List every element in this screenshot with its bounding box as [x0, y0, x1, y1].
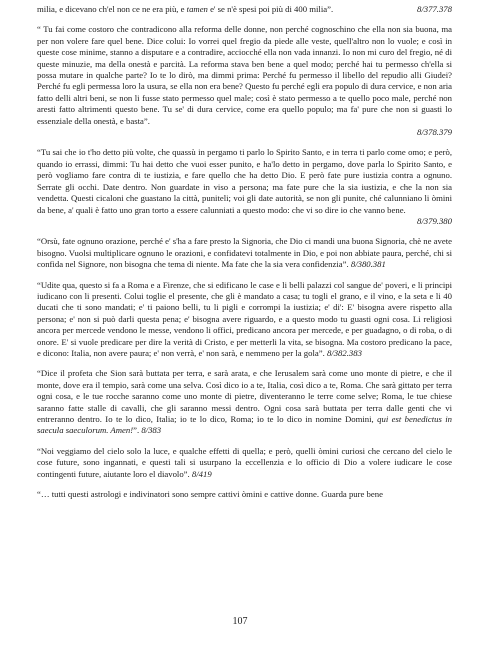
- paragraph-1-ref: 8/377.378: [417, 4, 452, 14]
- paragraph-3-ref: 8/379.380: [417, 215, 452, 226]
- paragraph-6: [37, 368, 452, 436]
- paragraph-2-ref: 8/378.379: [417, 127, 452, 138]
- paragraph-1-text-c: e' se n'è spesi poi più di 400 milia”.: [207, 4, 334, 14]
- paragraph-5-text: “Udite qua, questo si fa a Roma e a Firenze, che si edificano le case e li belli palazzi col sangue de' poveri, e li principi iudicano con li presenti. Colui toglie el presente, che gli è mandato a casa; tu togli el grano, e il vino, e la seta e li 40 ducati che ti sono mandati; e' ti paiono belli, tu li pigli e corrompi la iustizia; e' di': E' bisogna avere rispetto alla persona; e' non si può darli questa pena; e' bisogna avere riguardo, e a questo modo tu guasti ogni cosa. Li religiosi ancora per mercede vendono le messe, vendono li offici, predicano ancora per mercede, e per guadagno, o di roba, o di onore. E' si vuole predicare per dire la verità di Cristo, e per metterli la vita, se bisogna. Ma costoro predicano la pace, e dicono: Italia, non avere paura; e' non verrà, e' non sarà, e nemmeno per la gola”.: [37, 279, 452, 358]
- paragraph-6-text: “Dice il profeta che Sion sarà buttata per terra, e sarà arata, e che Ierusalem sarà come uno monte di pietre, e che il monte, dove era il tempio, sarà come una selva. Così dico io a te, Italia, così dico a te, Roma. Che sarà gittato per terra ogni cosa, e le tue rocche saranno come uno monte di pietre, diventeranno le terre come selve; Roma, le tue chiese saranno fatte stalle di cavalli, che gli saranno messi dentro. Ogni cosa sarà buttata per terra dalle genti che vi entreranno dentro. Io te lo dico, Italia; io te lo dico, Roma; io te lo dico in nomine Domini,: [37, 368, 452, 424]
- paragraph-4-text: “Orsù, fate ognuno orazione, perché e' s'ha a fare presto la Signoria, che Dio ci mandi una buona Signoria, chè ne avete bisogno. Vuolsi multiplicare ognuno le orazioni, e confidatevi totalmente in Dio, e poi non abbiate paura, perché, chi si confida nel Signore, non bisogna che tema di niente. Ma fate che la sia vera confidenzia”.: [37, 236, 452, 270]
- paragraph-2-text: “ Tu fai come costoro che contradicono alla reforma delle donne, non perché cognoschino che ella non sia buona, ma per non volere fare quel bene. Dice colui: Io vorrei quel fregio da piede alle veste, quell'altro non lo vuole; e così in queste cose minime, stanno a disputare e a contradire, acciocché ella non vada innanzi. Io non mi curo del fregio, né di queste minuzie, ma della onestà e parcità. La reforma stava ben bene a quel modo; perché hai tu permesso ch'ella si possa mutare in qualche parte? Io te lo dirò, ma dimmi prima: Perché fu permesso il libello del repudio alli Giudei? Perché fu egli permessa loro la usura, se ella non era bene? Questo fu perché egli era populo di dura cervice, e non aria fatto delli altri beni, se non li fusse stato permesso quel male; così è stato permesso a te quello poco male, perché non aresti fatto altrimenti questo bene. Tu se' di dura cervice, come era quello populo; ma fa' pure che non si guasti lo essenziale della onestà, e basta”.: [37, 24, 452, 126]
- paragraph-7: [37, 446, 452, 480]
- paragraph-1-text-a: milia, e dicevano ch'el non ce ne era più, e: [37, 4, 187, 14]
- paragraph-3-text: “Tu sai che io t'ho detto più volte, che quassù in pergamo ti parlo lo Spirito Santo, e in terra ti parlo come omo; e però, quando io errassi, dimmi: Tu hai detto che vuoi esser punito, e ha'lo detto in pergamo, dove parla lo Spirito Santo, e però vogliamo fare contra di te iustizia, e fare quello che ha detto Dio. E però fate pure iustizia contra a ognuno. Serrate gli occhi. Date dentro. Non guardate in viso a persona; ma fate pure che la sia iustizia, e che la non sia vendetta. Questi cicaloni che guastano la città, puniteli; voi gli date autorità, se non gli punite, ché calunniano li òmini da bene, a' quali è fatto uno gran torto a essere calunniati a questo modo: che vi so dire io che vanno bene.: [37, 147, 452, 215]
- paragraph-4-ref: 8/380.381: [350, 259, 386, 270]
- paragraph-1: [37, 4, 452, 15]
- paragraph-3: [37, 147, 452, 227]
- paragraph-8-text: “… tutti questi astrologi e indivinatori sono sempre cattivi òmini e cattive donne. Guarda pure bene: [37, 489, 383, 500]
- paragraph-5: [37, 280, 452, 360]
- paragraph-7-text: “Noi veggiamo del cielo solo la luce, e qualche effetti di quella; e però, quelli òmini curiosi che cercano del cielo le cose future, sono ingannati, e questi tali si usurpano la eccellenzia e lo officio di Dio a volere iudicare le cose contingenti future, aiutante loro el diavolo”.: [37, 445, 452, 479]
- paragraph-4: [37, 236, 452, 270]
- paragraph-6-ref: 8/383: [141, 425, 162, 436]
- paragraph-7-ref: 8/419: [191, 468, 212, 479]
- paragraph-2: [37, 24, 452, 138]
- paragraph-1-text-b: tamen: [186, 4, 208, 14]
- paragraph-8: [37, 489, 452, 500]
- paragraph-6-after: ”.: [133, 425, 140, 436]
- page-number: 107: [232, 616, 248, 627]
- paragraph-5-ref: 8/382.383: [326, 347, 362, 358]
- paragraph-6-latin: qui est benedictus in saecula saeculorum. Amen!: [37, 414, 452, 436]
